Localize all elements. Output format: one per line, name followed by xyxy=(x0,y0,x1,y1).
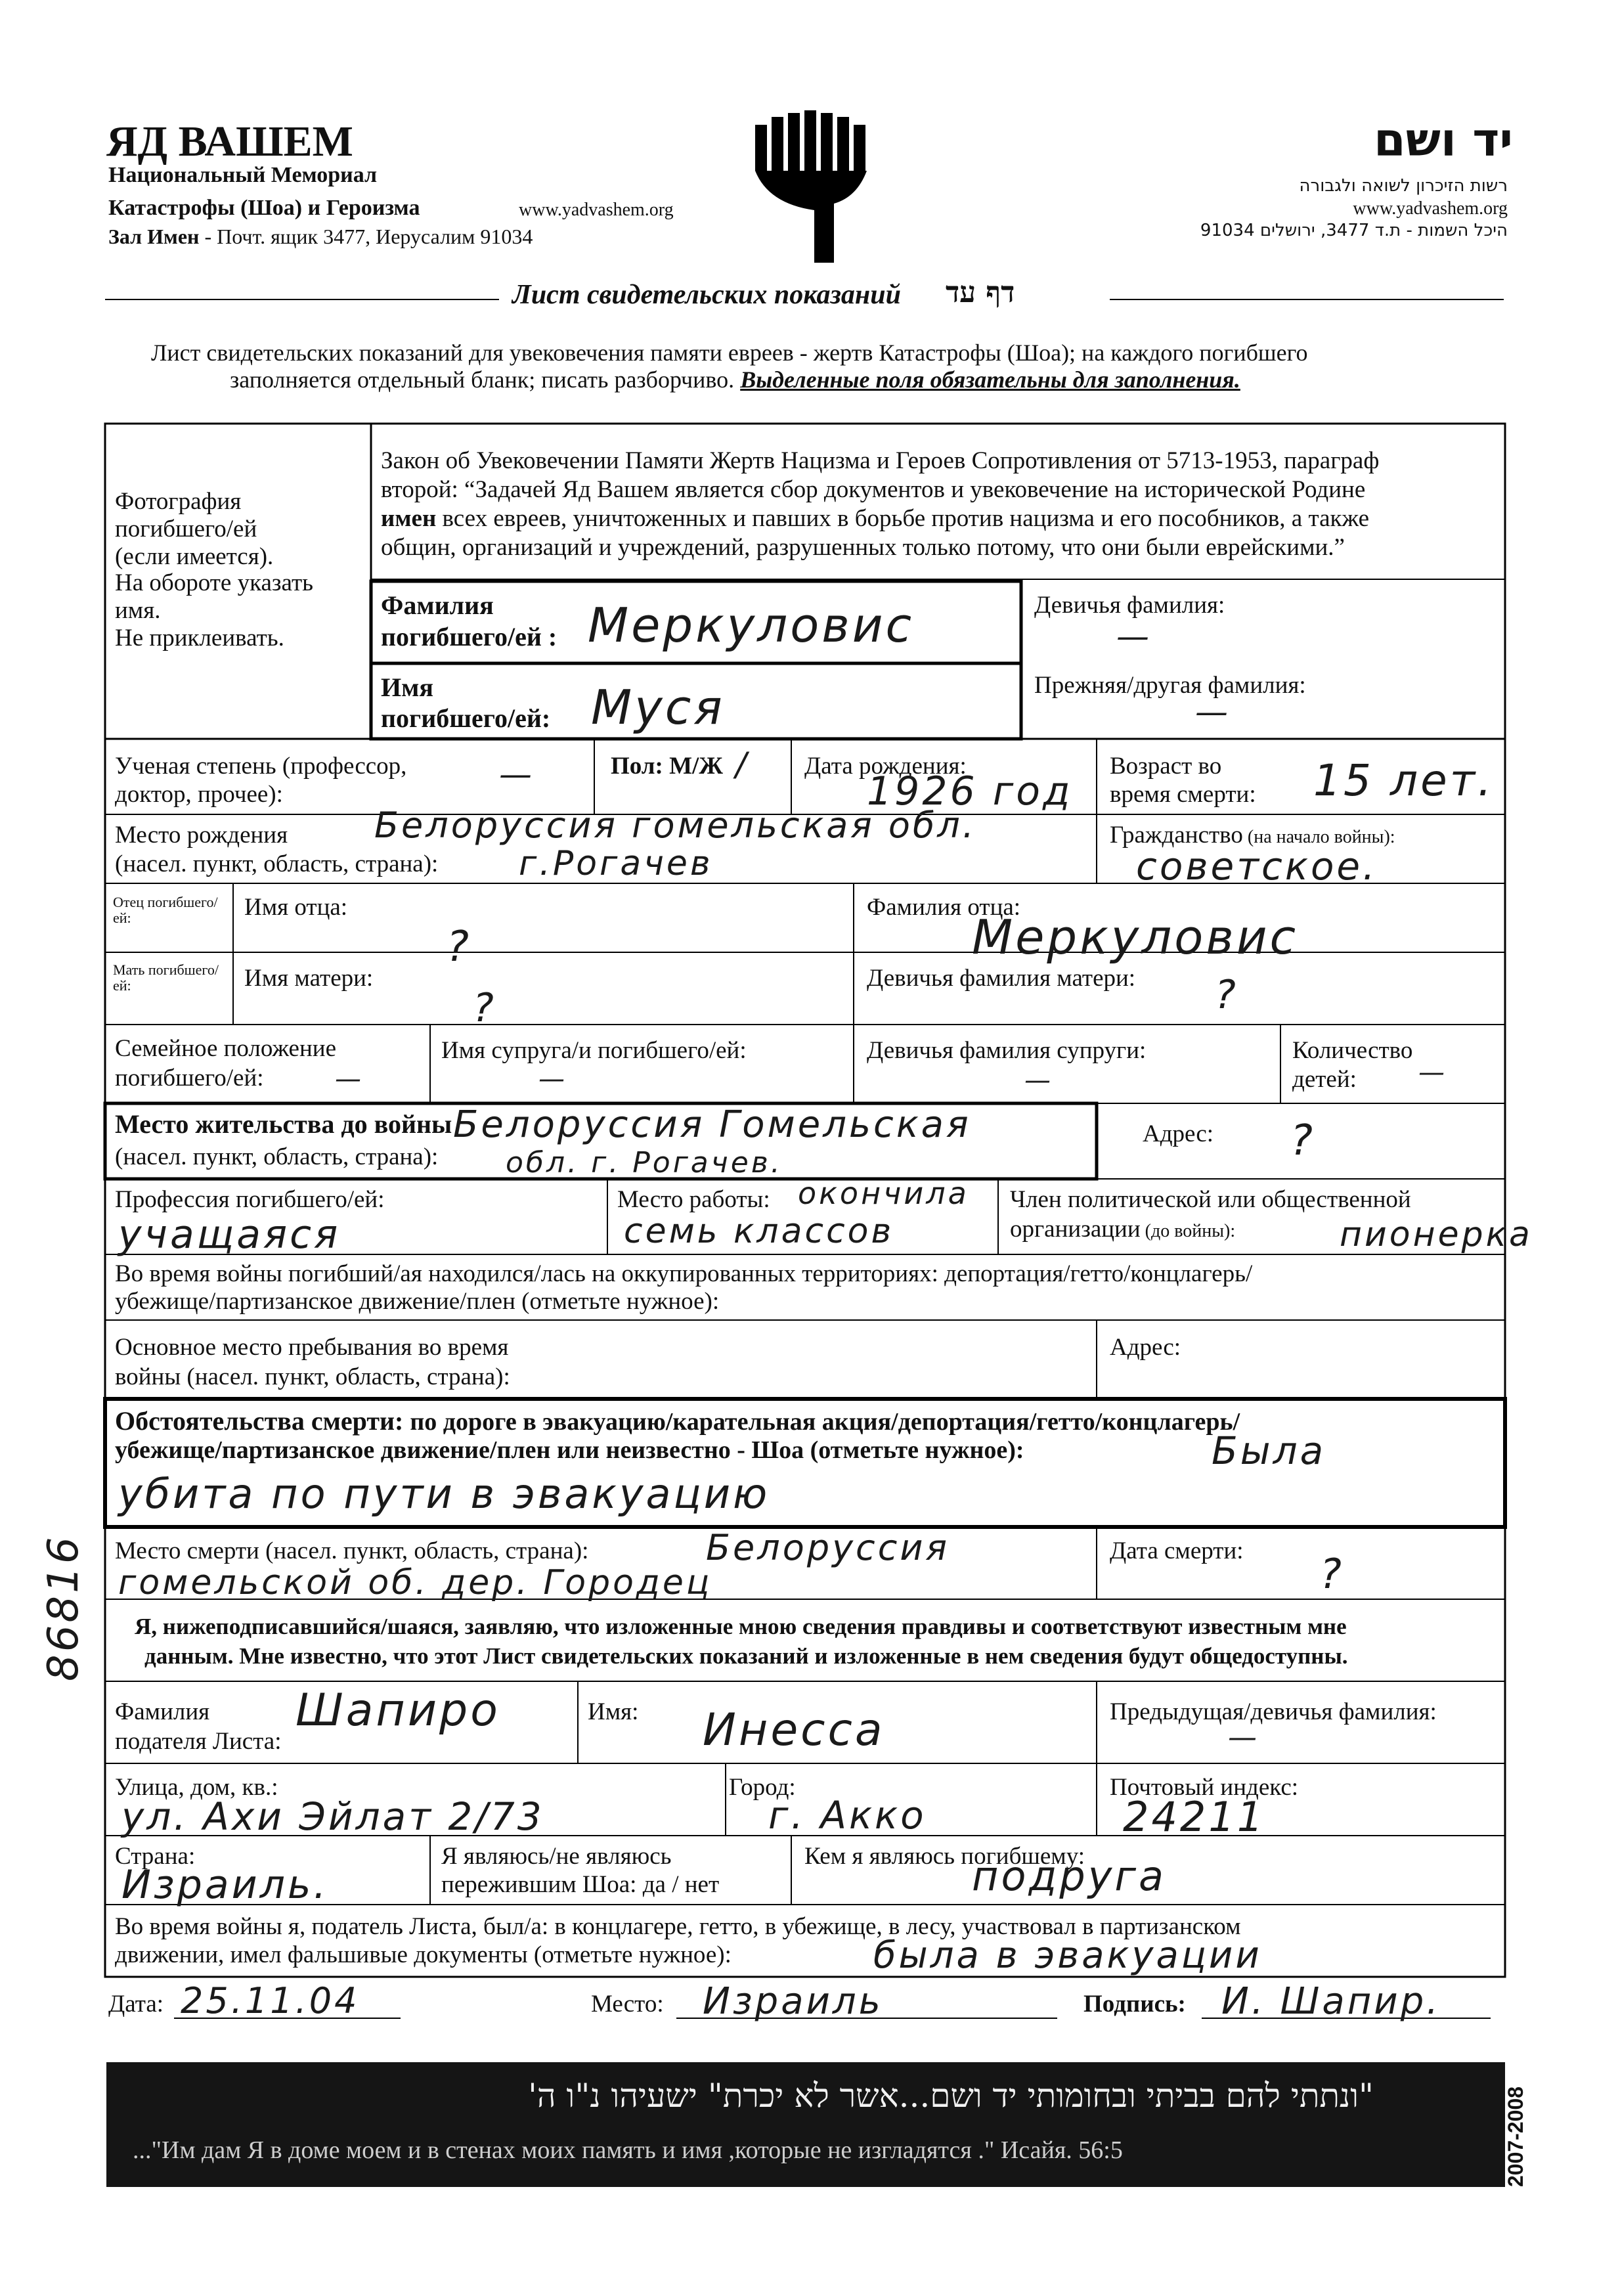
mother-maiden-label: Девичья фамилия матери: xyxy=(867,965,1136,992)
sub-surname-label-1: Фамилия xyxy=(115,1698,210,1725)
place-label: Место: xyxy=(591,1991,664,2018)
photo-label-5: имя. xyxy=(115,597,161,624)
signature-label: Подпись: xyxy=(1083,1991,1186,2018)
father-side-label: Отец погибшего/ ей: xyxy=(113,894,218,926)
age-label-1: Возраст во xyxy=(1110,753,1222,780)
relation-value[interactable]: подруга xyxy=(972,1852,1166,1900)
photo-label-4: На обороте указать xyxy=(115,569,314,596)
age-label-2: время смерти: xyxy=(1110,781,1256,808)
main-place-label-1: Основное место пребывания во время xyxy=(115,1334,509,1361)
org-title-he: יד ושם xyxy=(1374,113,1513,167)
country-value[interactable]: Израиль. xyxy=(121,1862,329,1908)
law-line-4: общин, организаций и учреждений, разрушенных только потому, что они были еврейскими.” xyxy=(381,534,1345,561)
surname-value[interactable]: Меркуловиc xyxy=(588,598,915,653)
other-surname-value[interactable]: — xyxy=(1195,693,1231,731)
survivor-label-2: пережившим Шоа: да / нет xyxy=(441,1871,720,1898)
member-value[interactable]: пионерка xyxy=(1340,1215,1533,1254)
spouse-value[interactable]: — xyxy=(538,1064,567,1094)
birth-place-label-2: (насел. пункт, область, страна): xyxy=(115,850,439,877)
member-label-1: Член политической или общественной xyxy=(1010,1186,1411,1213)
profession-value[interactable]: учащаяся xyxy=(118,1212,341,1258)
law-line-1: Закон об Увековечении Памяти Жертв Нацизма и Героев Сопротивления от 5713-1953, параграф xyxy=(381,447,1380,474)
residence-value-1[interactable]: Белоруссия Гомельская xyxy=(453,1103,971,1146)
footer-years: 2007-2008 xyxy=(1504,2086,1527,2187)
birth-date-value[interactable]: 1926 год xyxy=(867,768,1073,814)
survivor-label-1: Я являюсь/не являюсь xyxy=(441,1843,672,1870)
father-surname-label: Фамилия отца: xyxy=(867,894,1021,921)
birth-date-label: Дата рождения: xyxy=(804,753,967,780)
city-label: Город: xyxy=(729,1774,796,1801)
law-names: имен xyxy=(381,505,437,532)
spouse-maiden-value[interactable]: — xyxy=(1024,1065,1053,1095)
main-place-label-2: войны (насел. пункт, область, страна): xyxy=(115,1363,510,1390)
citizenship-label-small: (на начало войны): xyxy=(1242,827,1395,847)
age-value[interactable]: 15 лет. xyxy=(1313,755,1495,806)
sub-name-label: Имя: xyxy=(588,1698,639,1725)
relation-label: Кем я являюсь погибшему: xyxy=(804,1843,1085,1870)
declaration-line-2: данным. Мне известно, что этот Лист свидетельских показаний и изложенные в нем сведения будут общедоступны. xyxy=(144,1643,1348,1669)
org-line1-ru: Национальный Мемориал xyxy=(108,163,378,187)
profession-label: Профессия погибшего/ей: xyxy=(115,1186,385,1213)
margin-number: 86816 xyxy=(39,1534,88,1681)
degree-label-2: доктор, прочее): xyxy=(115,781,283,808)
org-title-ru: ЯД ВАШЕМ xyxy=(106,118,353,166)
workplace-label: Место работы: xyxy=(617,1186,770,1213)
zip-label: Почтовый индекс: xyxy=(1110,1774,1299,1801)
workplace-value-2[interactable]: семь классов xyxy=(624,1212,894,1251)
residence-value-2[interactable]: обл. г. Рогачев. xyxy=(506,1146,783,1180)
member-label-2 xyxy=(1010,1215,1235,1246)
surname-label-2: погибшего/ей : xyxy=(381,622,558,651)
sub-name-value[interactable]: Инесса xyxy=(703,1704,885,1756)
spouse-label: Имя супруга/и погибшего/ей: xyxy=(441,1037,747,1064)
first-name-value[interactable]: Муся xyxy=(591,680,725,735)
residence-label-1: Место жительства до войны xyxy=(115,1109,452,1139)
street-value[interactable]: ул. Ахи Эйлат 2/73 xyxy=(121,1794,544,1839)
law-line-3-rest: всех евреев, уничтоженных и павших в борьбе против нацизма и его пособников, а также xyxy=(436,505,1369,532)
photo-label-1: Фотография xyxy=(115,488,242,515)
photo-label-3: (если имеется). xyxy=(115,543,274,570)
intro-required: Выделенные поля обязательны для заполнения. xyxy=(740,366,1240,393)
sub-war-value[interactable]: была в эвакуации xyxy=(873,1934,1262,1977)
birth-place-label-1: Место рождения xyxy=(115,822,288,849)
sex-value[interactable]: / xyxy=(735,745,749,784)
sub-war-line-2: движении, имел фальшивые документы (отметьте нужное): xyxy=(115,1941,732,1968)
other-surname-label: Прежняя/другая фамилия: xyxy=(1034,672,1306,699)
org-line1-he: רשות הזיכרון לשואה ולגבורה xyxy=(1299,176,1508,196)
death-place-value-1[interactable]: Белоруссия xyxy=(706,1527,950,1568)
circumstances-label-2: убежище/партизанское движение/плен или неизвестно - Шоа (отметьте нужное): xyxy=(115,1436,1024,1464)
law-line-3 xyxy=(381,504,1369,533)
hall-of-names: Зал Имен xyxy=(108,225,200,248)
address-value[interactable]: ? xyxy=(1290,1116,1315,1165)
circumstances-rest: по дороге в эвакуацию/карательная акция/депортация/гетто/концлагерь/ xyxy=(410,1408,1240,1436)
law-line-2: второй: “Задачей Яд Вашем является сбор документов и увековечение на исторической Родине xyxy=(381,476,1366,503)
sub-maiden-value[interactable]: — xyxy=(1228,1721,1259,1754)
footer-hebrew-quote: "ונתתי להם בביתי ובחומותי יד ושם...אשר לא יכרת" ישעיהו נ"ו ה' xyxy=(528,2077,1374,2115)
org-line2-ru: Катастрофы (Шоа) и Героизма xyxy=(108,196,420,220)
sub-maiden-label: Предыдущая/девичья фамилия: xyxy=(1110,1698,1437,1725)
birth-place-value-2[interactable]: г.Рогачев xyxy=(519,844,713,883)
marital-label-1: Семейное положение xyxy=(115,1035,336,1062)
circumstances-value-2[interactable]: убита по пути в эвакуацию xyxy=(118,1470,770,1518)
org-line3-he: היכל השמות - ת.ד 3477, ירושלים 91034 xyxy=(1200,221,1508,240)
photo-label-2: погибшего/ей xyxy=(115,516,257,542)
org-website-left: www.yadvashem.org xyxy=(519,200,674,220)
residence-label-2: (насел. пункт, область, страна): xyxy=(115,1143,439,1170)
death-date-label: Дата смерти: xyxy=(1110,1537,1244,1564)
father-name-value[interactable]: ? xyxy=(447,923,471,971)
workplace-value-1[interactable]: окончила xyxy=(798,1176,969,1211)
footer-russian-quote: ..."Им дам Я в доме моем и в стенах моих память и имя ,которые не изгладятся ." Исайя. 56:5 xyxy=(133,2136,1123,2164)
children-value[interactable]: — xyxy=(1418,1057,1447,1088)
war-address-label: Адрес: xyxy=(1110,1334,1181,1361)
marital-value[interactable]: — xyxy=(335,1064,364,1094)
street-label: Улица, дом, кв.: xyxy=(115,1774,278,1801)
sex-label: Пол: М/Ж xyxy=(611,753,723,780)
mother-maiden-value[interactable]: ? xyxy=(1215,972,1238,1018)
birth-place-value-1[interactable]: Белоруссия гомельская обл. xyxy=(374,805,976,846)
first-name-label-1: Имя xyxy=(381,673,433,702)
intro-line2-text: заполняется отдельный бланк; писать разборчиво. xyxy=(230,366,741,393)
children-label-2: детей: xyxy=(1292,1066,1357,1093)
footer-banner xyxy=(106,2062,1505,2187)
first-name-label-2: погибшего/ей: xyxy=(381,703,551,733)
photo-label-6: Не приклеивать. xyxy=(115,625,284,651)
sheet-title-he: דף עד xyxy=(946,276,1015,309)
zip-value[interactable]: 24211 xyxy=(1123,1793,1266,1841)
member-label-small: (до войны): xyxy=(1140,1221,1236,1241)
circumstances-label-1 xyxy=(115,1407,1240,1436)
sub-war-line-1: Во время войны я, податель Листа, был/а: в концлагере, гетто, в убежище, в лесу, участвовал в партизанском xyxy=(115,1913,1241,1940)
father-name-label: Имя отца: xyxy=(244,894,348,921)
maiden-value[interactable]: — xyxy=(1116,617,1152,655)
intro-line1: Лист свидетельских показаний для увековечения памяти евреев - жертв Катастрофы (Шоа); на каждого погибшего xyxy=(151,340,1308,366)
citizenship-label-text: Гражданство xyxy=(1110,822,1243,849)
father-surname-value[interactable]: Меркуловиc xyxy=(972,910,1299,965)
surname-label-1: Фамилия xyxy=(381,590,494,620)
declaration-line-1: Я, нижеподписавшийся/шаяся, заявляю, что изложенные мною сведения правдивы и соответствуют известным мне xyxy=(135,1614,1347,1639)
mother-side-label: Мать погибшего/ ей: xyxy=(113,961,219,994)
mother-name-label: Имя матери: xyxy=(244,965,374,992)
war-whereabouts-label-2: убежище/партизанское движение/плен (отметьте нужное): xyxy=(115,1288,720,1315)
spouse-maiden-label: Девичья фамилия супруги: xyxy=(867,1037,1147,1064)
children-label-1: Количество xyxy=(1292,1037,1413,1064)
degree-label-1: Ученая степень (профессор, xyxy=(115,753,407,780)
hall-address: - Почт. ящик 3477, Иерусалим 91034 xyxy=(199,225,533,248)
maiden-label: Девичья фамилия: xyxy=(1034,592,1225,619)
marital-label-2: погибшего/ей: xyxy=(115,1065,264,1092)
sub-surname-value[interactable]: Шапиро xyxy=(295,1685,500,1736)
sub-surname-label-2: подателя Листа: xyxy=(115,1728,282,1755)
address-label: Адрес: xyxy=(1143,1120,1214,1147)
death-place-label: Место смерти (насел. пункт, область, страна): xyxy=(115,1537,589,1564)
date-label: Дата: xyxy=(108,1991,164,2018)
country-label: Страна: xyxy=(115,1843,196,1870)
sheet-title: Лист свидетельских показаний xyxy=(512,280,901,310)
war-whereabouts-label-1: Во время войны погибший/ая находился/лась на оккупированных территориях: депортация/гетто/концлагерь/ xyxy=(115,1260,1253,1287)
mother-name-value[interactable]: ? xyxy=(473,985,496,1031)
org-website-right: www.yadvashem.org xyxy=(1353,198,1508,219)
signature-value[interactable]: И. Шапир. xyxy=(1221,1980,1441,2023)
death-date-value[interactable]: ? xyxy=(1320,1550,1344,1598)
citizenship-value[interactable]: советское. xyxy=(1136,844,1378,889)
degree-value[interactable]: — xyxy=(499,755,535,793)
circumstances-bold: Обстоятельства смерти: xyxy=(115,1406,410,1436)
member-label-2-text: организации xyxy=(1010,1216,1141,1243)
circumstances-value-1[interactable]: Была xyxy=(1212,1428,1326,1473)
city-value[interactable]: г. Акко xyxy=(768,1793,927,1838)
date-value[interactable]: 25.11.04 xyxy=(181,1980,360,2021)
place-value[interactable]: Израиль xyxy=(703,1980,883,2023)
death-place-value-2[interactable]: гомельской об. дер. Городец xyxy=(118,1563,712,1602)
